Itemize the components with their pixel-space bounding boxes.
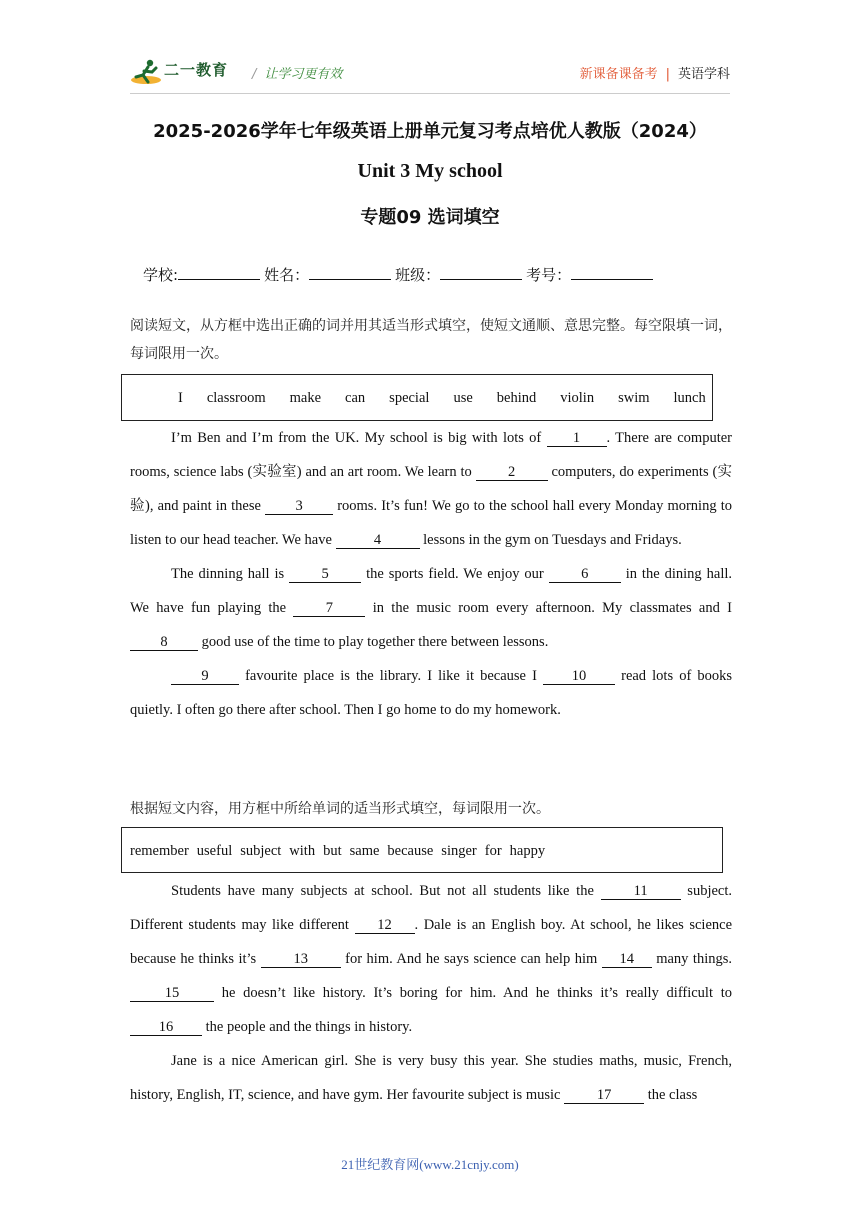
word-box-item: useful — [196, 843, 233, 859]
blank-5: 5 — [289, 566, 361, 583]
passage-text: the people and the things in history. — [205, 1019, 413, 1035]
class-blank — [440, 265, 522, 280]
blank-9: 9 — [171, 668, 239, 685]
blank-17: 17 — [564, 1087, 644, 1104]
word-box-item: swim — [618, 390, 650, 406]
word-box-item: lunch — [673, 390, 706, 406]
blank-1: 1 — [547, 430, 607, 447]
section1-instruction: 阅读短文，从方框中选出正确的词并用其适当形式填空，使短文通顺、意思完整。每空限填一词，每词限用一次。 — [130, 318, 732, 362]
passage-text: in the music room every afternoon. My classmates and I — [372, 600, 732, 616]
blank-3: 3 — [265, 498, 333, 515]
slogan-text: 让学习更有效 — [264, 67, 343, 82]
word-box-item: but — [323, 843, 342, 859]
word-box-item: can — [345, 390, 366, 406]
header-separator: | — [665, 67, 670, 82]
passage-text: Jane is a nice American girl. She is very busy this year. She studies maths, music, French, history, English, IT, science, and have gym. Her favourite subject is music — [130, 1053, 732, 1103]
blank-2: 2 — [476, 464, 548, 481]
logo-text: 二一教育 — [164, 61, 229, 79]
page-footer: 21世纪教育网(www.21cnjy.com) — [341, 1157, 519, 1172]
student-info-line — [143, 264, 657, 285]
passage-text: for him. And he says science can help him — [345, 951, 598, 967]
blank-7: 7 — [293, 600, 365, 617]
passage-paragraph — [130, 421, 732, 557]
section2-word-box — [121, 827, 723, 873]
word-box-item: special — [389, 390, 430, 406]
passage-text: good use of the time to play together there between lessons. — [201, 634, 549, 650]
passage-paragraph — [130, 659, 732, 727]
exam-number-label: 考号： — [526, 266, 572, 284]
blank-11: 11 — [601, 883, 681, 900]
passage-paragraph — [130, 557, 732, 659]
passage-paragraph — [130, 874, 732, 1044]
name-label: 姓名： — [264, 266, 310, 284]
slogan: / 让学习更有效 — [252, 67, 343, 82]
word-box-item: I — [178, 390, 183, 406]
blank-6: 6 — [549, 566, 621, 583]
word-box-item: use — [453, 390, 473, 406]
unit-title: Unit 3 My school — [357, 160, 503, 182]
word-box-item: behind — [496, 390, 537, 406]
passage-text: rooms. It’s fun! We go to the school hall every Monday morning to listen to our head teacher. We have — [130, 498, 732, 548]
passage-text: the sports field. We enjoy our — [366, 566, 544, 582]
word-box-item: because — [387, 843, 434, 859]
word-box-item: make — [289, 390, 322, 406]
passage-text: many things. — [656, 951, 732, 967]
blank-16: 16 — [130, 1019, 202, 1036]
header-right — [580, 63, 730, 82]
header-tag: 新课备课备考 — [579, 67, 658, 82]
word-box-item: same — [349, 843, 380, 859]
passage-text: read lots of books quietly. I often go there after school. Then I go home to do my homework. — [130, 668, 733, 718]
passage-text: I’m Ben and I’m from the UK. My school is big with lots of — [171, 430, 542, 446]
word-box-item: for — [484, 843, 502, 859]
school-label: 学校: — [143, 266, 179, 284]
page-title: 2025-2026学年七年级英语上册单元复习考点培优人教版（2024） — [153, 121, 707, 142]
word-box-item: happy — [509, 843, 546, 859]
passage-text: Students have many subjects at school. But not all students like the — [171, 883, 594, 899]
word-box-item: singer — [441, 843, 477, 859]
section2-instruction: 根据短文内容，用方框中所给单词的适当形式填空，每词限用一次。 — [130, 801, 550, 817]
topic-title: 专题09 选词填空 — [360, 207, 500, 228]
section1-word-box — [121, 374, 713, 421]
blank-14: 14 — [602, 951, 652, 968]
passage-text: the class — [647, 1087, 698, 1103]
word-box-item: violin — [560, 390, 595, 406]
header-divider — [130, 93, 730, 94]
passage-text: . Dale is an English boy. At school, he likes science because he thinks it’s — [130, 917, 733, 967]
blank-13: 13 — [261, 951, 341, 968]
passage-text: The dinning hall is — [171, 566, 285, 582]
school-blank — [178, 265, 260, 280]
header-subject: 英语学科 — [677, 67, 730, 82]
passage-text: subject. Different students may like different — [130, 883, 732, 933]
blank-15: 15 — [130, 985, 214, 1002]
word-box-item: subject — [240, 843, 282, 859]
blank-12: 12 — [355, 917, 415, 934]
passage-text: favourite place is the library. I like it because I — [245, 668, 537, 684]
section1-passage — [130, 421, 732, 727]
passage-text: computers, do experiments (实验), and paint in these — [130, 464, 733, 514]
passage-text: he doesn’t like history. It’s boring for him. And he thinks it’s really difficult to — [221, 985, 732, 1001]
passage-text: . There are computer rooms, science labs (实验室) and an art room. We learn to — [130, 430, 732, 480]
name-blank — [309, 265, 391, 280]
exam-number-blank — [571, 265, 653, 280]
word-box-item: remember — [130, 843, 189, 859]
blank-8: 8 — [130, 634, 198, 651]
blank-10: 10 — [543, 668, 615, 685]
passage-paragraph — [130, 1044, 732, 1112]
blank-4: 4 — [336, 532, 420, 549]
passage-text: in the dining hall. We have fun playing the — [130, 566, 733, 616]
page-header — [130, 54, 730, 94]
class-label: 班级： — [395, 266, 441, 284]
word-box-item: classroom — [206, 390, 266, 406]
word-box-item: with — [289, 843, 316, 859]
section2-passage — [130, 874, 732, 1112]
passage-text: lessons in the gym on Tuesdays and Fridays. — [423, 532, 682, 548]
